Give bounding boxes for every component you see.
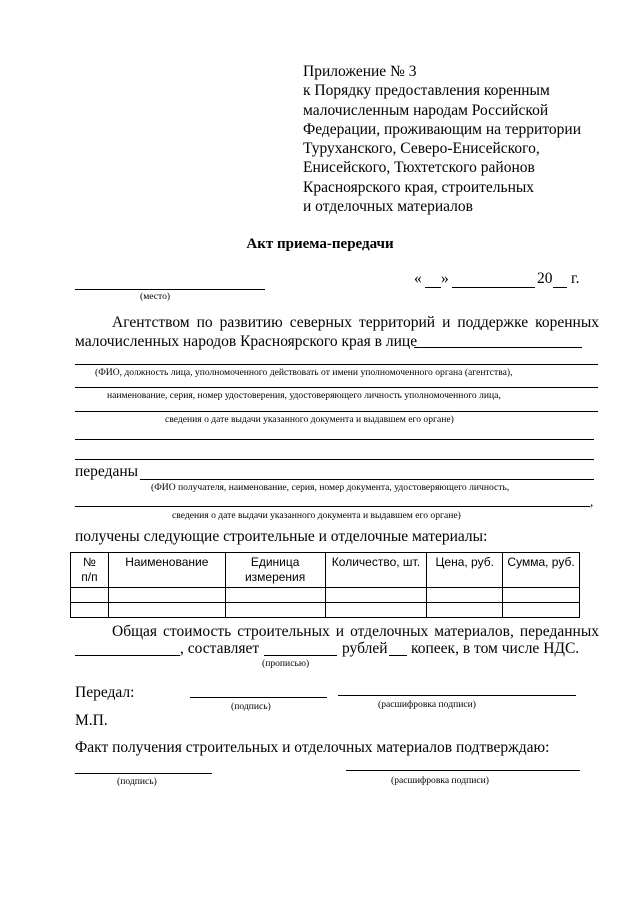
table-cell[interactable] [108,588,225,603]
header-text: Сумма, руб. [507,555,575,569]
header-text: Единица [250,555,300,569]
table-cell[interactable] [225,603,325,618]
kopeks-field-line[interactable] [389,655,407,656]
transferred-caption-2: сведения о дате выдачи указанного документа и выдавшем его органе) [172,510,461,521]
recipient-fio-line[interactable] [140,479,594,480]
table-cell[interactable] [71,603,109,618]
appendix-line: Федерации, проживающим на территории [303,120,582,138]
handed-decode-line[interactable] [338,695,576,696]
table-cell[interactable] [503,588,580,603]
table-header-row [71,553,580,588]
column-header-sum [503,553,580,588]
agency-representative-line[interactable] [414,347,582,348]
date-open-quote: « [414,270,422,287]
column-header-price [427,553,503,588]
table-cell[interactable] [503,603,580,618]
header-text: № [83,555,96,569]
agency-caption-1: (ФИО, должность лица, уполномоченного действовать от имени уполномоченного органа (агентства), [95,367,513,378]
blank-line[interactable] [75,459,594,460]
handed-signature-line[interactable] [190,697,327,698]
header-text: Наименование [125,555,209,569]
agency-caption-2: наименование, серия, номер удостоверения, удостоверяющего личность уполномоченного лица, [107,390,501,401]
total-amount-words-line[interactable] [75,655,180,656]
kopeks-label: копеек, в том числе НДС. [411,640,580,657]
confirm-decode-caption: (расшифровка подписи) [391,775,489,786]
table-cell[interactable] [325,588,427,603]
table-cell[interactable] [427,588,503,603]
year-prefix: 20 [537,270,553,287]
header-text: Количество, шт. [331,555,421,569]
appendix-line: к Порядку предоставления коренным [303,82,550,100]
confirm-decode-line[interactable] [346,770,580,771]
total-line-1: Общая стоимость строительных и отделочных материалов, переданных [112,623,599,640]
table-row [71,603,580,618]
recipient-document-line[interactable] [75,506,590,507]
appendix-line: Красноярского края, строительных [303,178,535,196]
transferred-comma: , [590,494,594,509]
transferred-caption-1: (ФИО получателя, наименование, серия, номер документа, удостоверяющего личность, [151,482,510,493]
agency-issue-line[interactable] [75,411,598,412]
table-cell[interactable] [325,603,427,618]
day-field-line[interactable] [425,287,441,288]
year-field-line[interactable] [553,287,567,288]
agency-line-1: Агентством по развитию северных территорий и поддержке коренных [112,314,599,331]
handed-decode-caption: (расшифровка подписи) [378,699,476,710]
handed-label: Передал: [75,684,135,701]
appendix-line: и отделочных материалов [303,198,473,216]
date-close-quote: » [441,270,449,287]
materials-table [70,552,580,618]
total-comma-text: , составляет [180,640,260,657]
place-caption: (место) [140,291,171,302]
received-text: получены следующие строительные и отделочные материалы: [75,528,488,545]
table-row [71,588,580,603]
table-cell[interactable] [108,603,225,618]
column-header-name [108,553,225,588]
handed-sign-caption: (подпись) [231,701,271,712]
rubles-field-line[interactable] [264,655,337,656]
stamp-label: М.П. [75,712,108,729]
column-header-number [71,553,109,588]
agency-fio-line[interactable] [75,364,598,365]
agency-line-2: малочисленных народов Красноярского края в лице [75,333,418,350]
column-header-unit [225,553,325,588]
agency-document-line[interactable] [75,387,598,388]
place-field-line[interactable] [75,289,265,290]
confirm-signature-line[interactable] [75,773,212,774]
table-cell[interactable] [71,588,109,603]
blank-line[interactable] [75,439,594,440]
agency-caption-3: сведения о дате выдачи указанного документа и выдавшем его органе) [165,414,454,425]
table-cell[interactable] [225,588,325,603]
confirm-sign-caption: (подпись) [117,776,157,787]
header-text: Цена, руб. [435,555,494,569]
rubles-label: рублей [342,640,388,657]
appendix-line: Енисейского, Тюхтетского районов [303,159,535,177]
header-text: п/п [81,570,98,584]
transferred-label: переданы [75,463,139,480]
year-suffix: г. [571,270,580,287]
table-cell[interactable] [427,603,503,618]
words-caption: (прописью) [262,658,310,669]
appendix-line: малочисленным народам Российской [303,101,549,119]
appendix-line: Туруханского, Северо-Енисейского, [303,140,540,158]
document-title: Акт приема-передачи [246,236,394,252]
header-text: измерения [244,570,306,584]
column-header-quantity [325,553,427,588]
appendix-line: Приложение № 3 [303,63,417,80]
appendix-note [303,62,581,216]
month-field-line[interactable] [452,287,535,288]
confirm-text: Факт получения строительных и отделочных материалов подтверждаю: [75,739,550,756]
